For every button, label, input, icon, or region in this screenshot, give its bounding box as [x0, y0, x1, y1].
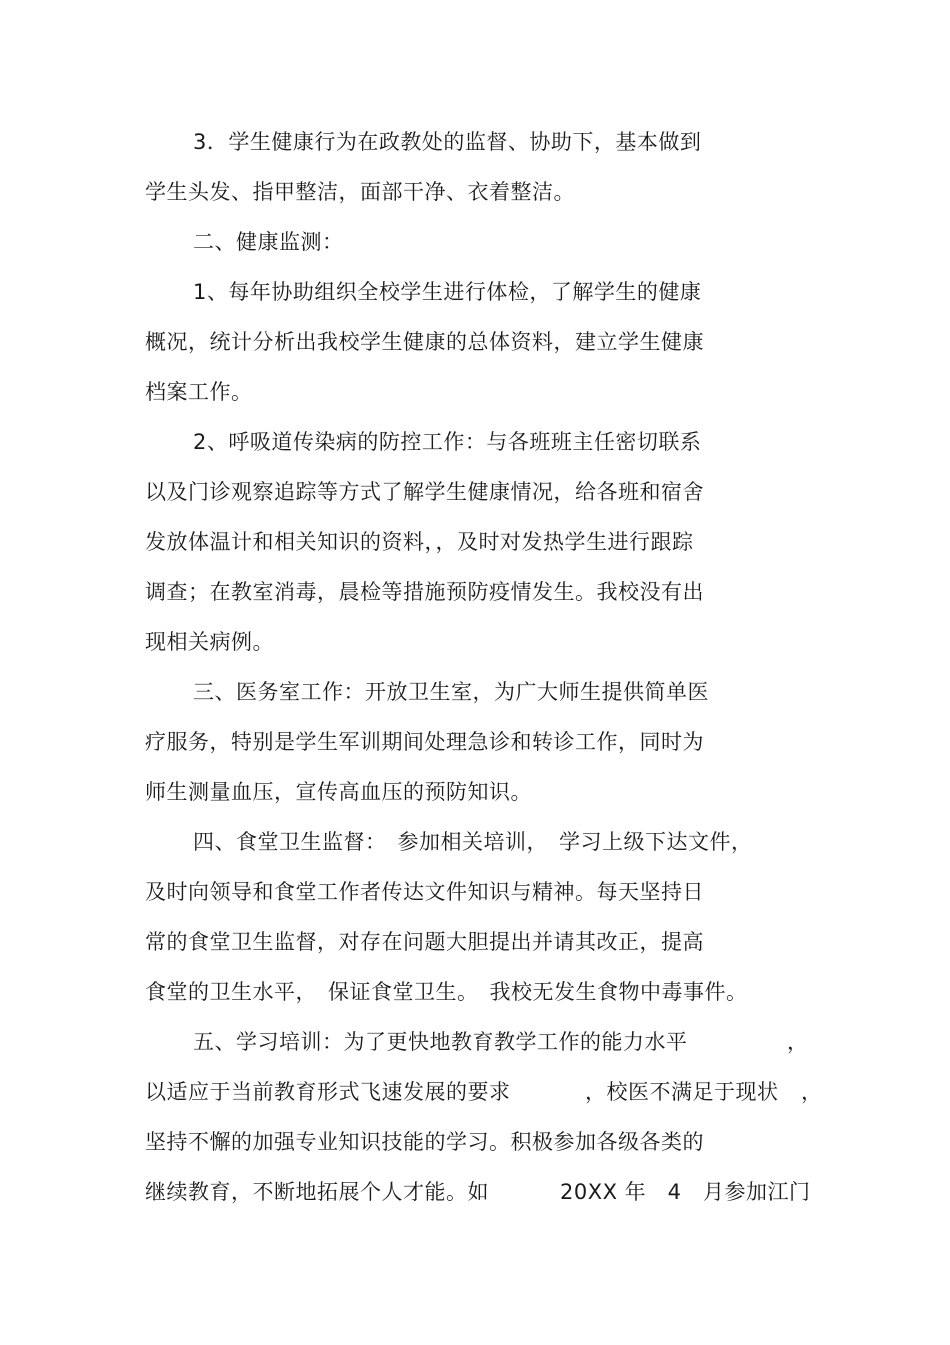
- paragraph-line: 档案工作。: [145, 380, 253, 404]
- line-punctuation: ，: [787, 1030, 809, 1054]
- paragraph-line: 发放体温计和相关知识的资料，，及时对发热学生进行跟踪: [145, 530, 694, 554]
- paragraph-line: 坚持不懈的加强专业知识技能的学习。积极参加各级各类的: [145, 1130, 704, 1154]
- line-punctuation: ，: [801, 1080, 823, 1104]
- line-text: 20XX 年 4 月参加江门: [560, 1180, 811, 1204]
- paragraph-line: 学生头发、指甲整洁，面部干净、衣着整洁。: [145, 180, 575, 204]
- paragraph-line: 以及门诊观察追踪等方式了解学生健康情况，给各班和宿舍: [145, 480, 704, 504]
- paragraph-line: 疗服务，特别是学生军训期间处理急诊和转诊工作，同时为: [145, 730, 704, 754]
- paragraph-line: [193, 1027, 813, 1057]
- paragraph-line: [145, 1177, 811, 1207]
- line-text: ，校医不满足于现状: [585, 1080, 779, 1104]
- paragraph-line: 及时向领导和食堂工作者传达文件知识与精神。每天坚持日: [145, 880, 704, 904]
- paragraph-line: 现相关病例。: [145, 630, 274, 654]
- paragraph-line: 常的食堂卫生监督，对存在问题大胆提出并请其改正，提高: [145, 930, 704, 954]
- line-text: 五、学习培训：为了更快地教育教学工作的能力水平: [193, 1030, 688, 1054]
- section-heading: 二、健康监测：: [193, 230, 344, 254]
- paragraph-line: 食堂的卫生水平， 保证食堂卫生。 我校无发生食物中毒事件。: [145, 980, 748, 1004]
- paragraph-line: 2、呼吸道传染病的防控工作：与各班班主任密切联系: [193, 430, 702, 454]
- paragraph-line: 3．学生健康行为在政教处的监督、协助下，基本做到: [193, 130, 702, 154]
- paragraph-line: 1、每年协助组织全校学生进行体检，了解学生的健康: [193, 280, 702, 304]
- paragraph-line: 概况，统计分析出我校学生健康的总体资料，建立学生健康: [145, 330, 704, 354]
- paragraph-line: [145, 1077, 825, 1107]
- paragraph-line: 调查；在教室消毒，晨检等措施预防疫情发生。我校没有出: [145, 580, 704, 604]
- paragraph-line: 四、食堂卫生监督： 参加相关培训， 学习上级下达文件，: [193, 830, 753, 854]
- paragraph-line: 三、医务室工作：开放卫生室，为广大师生提供简单医: [193, 680, 709, 704]
- line-text: 继续教育，不断地拓展个人才能。如: [145, 1180, 489, 1204]
- line-text: 以适应于当前教育形式飞速发展的要求: [145, 1080, 511, 1104]
- paragraph-line: 师生测量血压，宣传高血压的预防知识。: [145, 780, 532, 804]
